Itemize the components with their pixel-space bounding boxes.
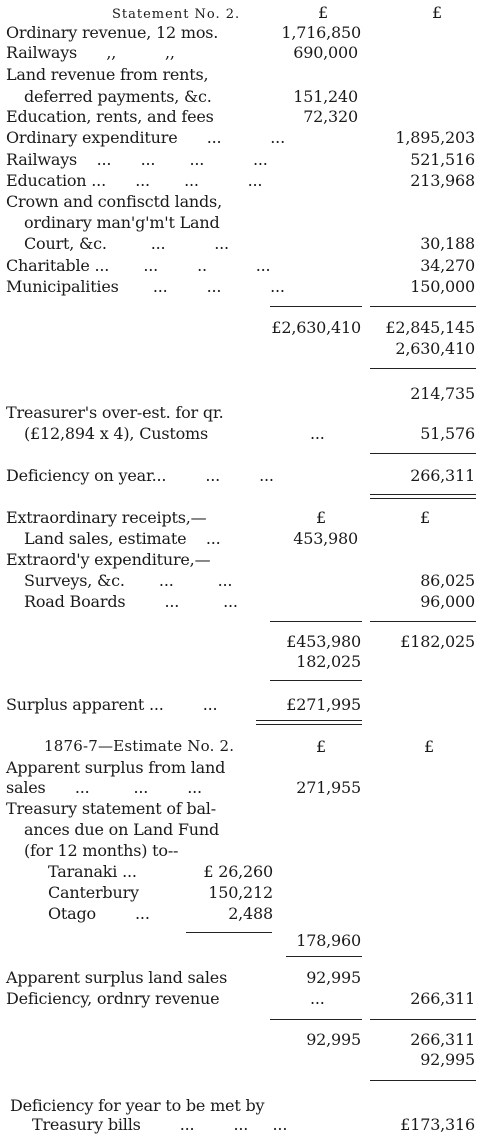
over-estimate-label-cont: (£12,894 x 4), Customs xyxy=(24,424,208,443)
extraordinary-total-right: £182,025 xyxy=(400,632,475,651)
divider xyxy=(286,956,362,957)
line-mid-value: 690,000 xyxy=(293,43,358,62)
line-right-value: 34,270 xyxy=(420,256,475,275)
treasury-statement-label: Treasury statement of bal- xyxy=(6,799,216,818)
surplus-value: £271,995 xyxy=(286,695,361,714)
double-rule xyxy=(256,724,362,725)
line-right-value: 1,895,203 xyxy=(395,128,475,147)
statement-difference: 214,735 xyxy=(410,384,475,403)
extraordinary-sub-mid: 182,025 xyxy=(296,652,361,671)
land-sales-value: 453,980 xyxy=(293,529,358,548)
extraordinary-total-mid: £453,980 xyxy=(286,632,361,651)
extraordinary-receipts-label: Extraordinary receipts,— xyxy=(6,508,207,527)
divider xyxy=(370,368,476,369)
treasury-statement-label-cont: (for 12 months) to-- xyxy=(24,841,179,860)
divider xyxy=(270,680,362,681)
estimate-col-mid-header: £ xyxy=(316,737,326,756)
divider xyxy=(270,1019,362,1020)
apparent-surplus-label-cont: sales ... ... ... xyxy=(6,778,202,797)
line-label: Charitable ... ... .. ... xyxy=(6,256,271,275)
divider xyxy=(370,1019,476,1020)
leader-dots: ... xyxy=(310,989,325,1008)
apparent-land-sales-value: 92,995 xyxy=(306,968,361,987)
divider xyxy=(370,453,476,454)
deficiency-ordinary-label: Deficiency, ordnry revenue xyxy=(6,989,220,1008)
estimate-totals-mid: 92,995 xyxy=(306,1030,361,1049)
double-rule xyxy=(370,494,476,495)
statement-total-right: £2,845,145 xyxy=(385,318,475,337)
road-boards-value: 96,000 xyxy=(420,592,475,611)
line-mid-value: 151,240 xyxy=(293,87,358,106)
statement-sub-right: 2,630,410 xyxy=(395,339,475,358)
provinces-total: 178,960 xyxy=(296,931,361,950)
statement-total-mid: £2,630,410 xyxy=(271,318,361,337)
line-label: Municipalities ... ... ... xyxy=(6,277,285,296)
road-boards-label: Road Boards ... ... xyxy=(24,592,238,611)
line-label: Ordinary expenditure ... ... xyxy=(6,128,285,147)
estimate-heading: 1876-7—Estimate No. 2. xyxy=(44,737,235,755)
apparent-surplus-value: 271,955 xyxy=(296,778,361,797)
line-mid-value: 72,320 xyxy=(303,107,358,126)
line-label: Education ... ... ... ... xyxy=(6,171,263,190)
estimate-col-right-header: £ xyxy=(424,737,434,756)
surveys-value: 86,025 xyxy=(420,571,475,590)
treasury-statement-label-cont: ances due on Land Fund xyxy=(24,820,220,839)
land-sales-label: Land sales, estimate ... xyxy=(24,529,221,548)
double-rule xyxy=(370,498,476,499)
province-name: Taranaki ... xyxy=(48,862,137,881)
estimate-sub-right: 92,995 xyxy=(420,1050,475,1069)
line-label: Court, &c. ... ... xyxy=(24,234,229,253)
line-right-value: 521,516 xyxy=(410,150,475,169)
divider xyxy=(270,306,362,307)
over-estimate-label: Treasurer's over-est. for qr. xyxy=(6,403,224,422)
province-name: Canterbury xyxy=(48,883,139,902)
final-deficiency-label: Deficiency for year to be met by xyxy=(10,1096,265,1115)
surveys-label: Surveys, &c. ... ... xyxy=(24,571,233,590)
line-label: ordinary man'g'm't Land xyxy=(24,213,220,232)
deficiency-value: 266,311 xyxy=(410,466,475,485)
surplus-label: Surplus apparent ... ... xyxy=(6,695,218,714)
divider xyxy=(370,1080,476,1081)
line-label: Railways ... ... ... ... xyxy=(6,150,268,169)
statement-col-right-header: £ xyxy=(432,3,442,22)
line-label: Ordinary revenue, 12 mos. xyxy=(6,23,219,42)
extraordinary-expenditure-label: Extraord'y expenditure,— xyxy=(6,550,211,569)
estimate-totals-right: 266,311 xyxy=(410,1030,475,1049)
divider xyxy=(270,621,362,622)
leader-dots: ... xyxy=(310,424,325,443)
province-name: Otago ... xyxy=(48,904,150,923)
divider xyxy=(370,621,476,622)
province-value: £ 26,260 xyxy=(203,862,273,881)
line-right-value: 213,968 xyxy=(410,171,475,190)
line-label: Railways ,, ,, xyxy=(6,43,175,62)
apparent-surplus-label: Apparent surplus from land xyxy=(6,758,226,777)
line-right-value: 30,188 xyxy=(420,234,475,253)
divider xyxy=(370,306,476,307)
final-deficiency-value: £173,316 xyxy=(400,1115,475,1134)
line-label: deferred payments, &c. xyxy=(24,87,212,106)
apparent-land-sales-label: Apparent surplus land sales xyxy=(6,968,228,987)
statement-col-mid-header: £ xyxy=(318,3,328,22)
extra-col-mid-header: £ xyxy=(316,508,326,527)
line-label: Education, rents, and fees xyxy=(6,107,214,126)
extra-col-right-header: £ xyxy=(420,508,430,527)
province-value: 2,488 xyxy=(228,904,273,923)
final-deficiency-label-cont: Treasury bills ... ... ... xyxy=(32,1115,288,1134)
line-mid-value: 1,716,850 xyxy=(281,23,361,42)
statement-heading: Statement No. 2. xyxy=(112,7,241,22)
deficiency-ordinary-value: 266,311 xyxy=(410,989,475,1008)
deficiency-label: Deficiency on year... ... ... xyxy=(6,466,274,485)
line-label: Land revenue from rents, xyxy=(6,65,209,84)
divider xyxy=(186,932,272,933)
double-rule xyxy=(256,720,362,721)
line-label: Crown and confisctd lands, xyxy=(6,192,222,211)
over-estimate-value: 51,576 xyxy=(420,424,475,443)
line-right-value: 150,000 xyxy=(410,277,475,296)
province-value: 150,212 xyxy=(208,883,273,902)
